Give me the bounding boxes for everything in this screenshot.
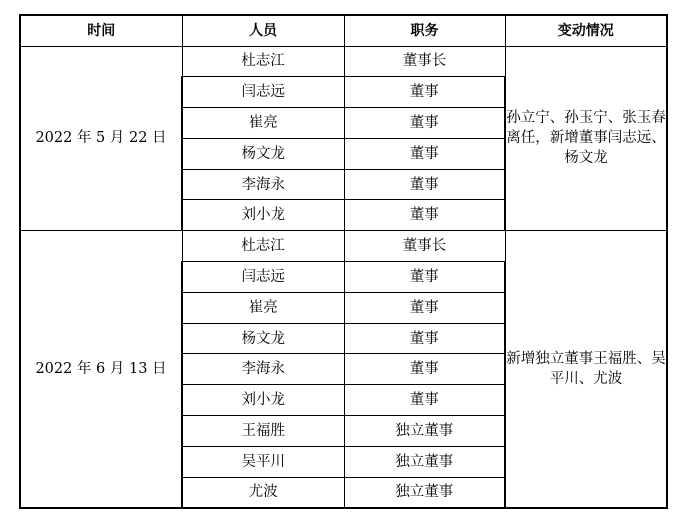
person-cell: 闫志远 bbox=[182, 262, 344, 293]
position-cell: 独立董事 bbox=[344, 477, 505, 508]
position-cell: 独立董事 bbox=[344, 416, 505, 447]
header-time: 时间 bbox=[20, 15, 182, 46]
position-cell: 董事 bbox=[344, 262, 505, 293]
position-cell: 董事长 bbox=[344, 46, 505, 77]
position-cell: 董事 bbox=[344, 77, 505, 108]
person-cell: 崔亮 bbox=[182, 108, 344, 139]
person-cell: 杨文龙 bbox=[182, 323, 344, 354]
table-header-row bbox=[20, 15, 667, 46]
person-cell: 杨文龙 bbox=[182, 138, 344, 169]
position-cell: 董事 bbox=[344, 354, 505, 385]
header-person: 人员 bbox=[182, 15, 344, 46]
person-cell: 杜志江 bbox=[182, 46, 344, 77]
person-cell: 尤波 bbox=[182, 477, 344, 508]
person-cell: 王福胜 bbox=[182, 416, 344, 447]
person-cell: 吴平川 bbox=[182, 446, 344, 477]
person-cell: 李海永 bbox=[182, 169, 344, 200]
position-cell: 董事 bbox=[344, 138, 505, 169]
position-cell: 董事 bbox=[344, 200, 505, 231]
position-cell: 董事 bbox=[344, 323, 505, 354]
position-cell: 董事 bbox=[344, 292, 505, 323]
person-cell: 刘小龙 bbox=[182, 385, 344, 416]
person-cell: 李海永 bbox=[182, 354, 344, 385]
change-cell: 新增独立董事王福胜、吴平川、尤波 bbox=[505, 231, 667, 508]
board-changes-table bbox=[19, 14, 668, 509]
table-row bbox=[20, 231, 667, 262]
person-cell: 崔亮 bbox=[182, 292, 344, 323]
date-cell: 2022 年 6 月 13 日 bbox=[20, 231, 182, 508]
person-cell: 刘小龙 bbox=[182, 200, 344, 231]
header-change: 变动情况 bbox=[505, 15, 667, 46]
position-cell: 董事 bbox=[344, 385, 505, 416]
person-cell: 杜志江 bbox=[182, 231, 344, 262]
position-cell: 董事 bbox=[344, 108, 505, 139]
person-cell: 闫志远 bbox=[182, 77, 344, 108]
position-cell: 董事长 bbox=[344, 231, 505, 262]
date-cell: 2022 年 5 月 22 日 bbox=[20, 46, 182, 231]
position-cell: 独立董事 bbox=[344, 446, 505, 477]
position-cell: 董事 bbox=[344, 169, 505, 200]
header-position: 职务 bbox=[344, 15, 505, 46]
table-row bbox=[20, 46, 667, 77]
change-cell: 孙立宁、孙玉宁、张玉春离任，新增董事闫志远、杨文龙 bbox=[505, 46, 667, 231]
